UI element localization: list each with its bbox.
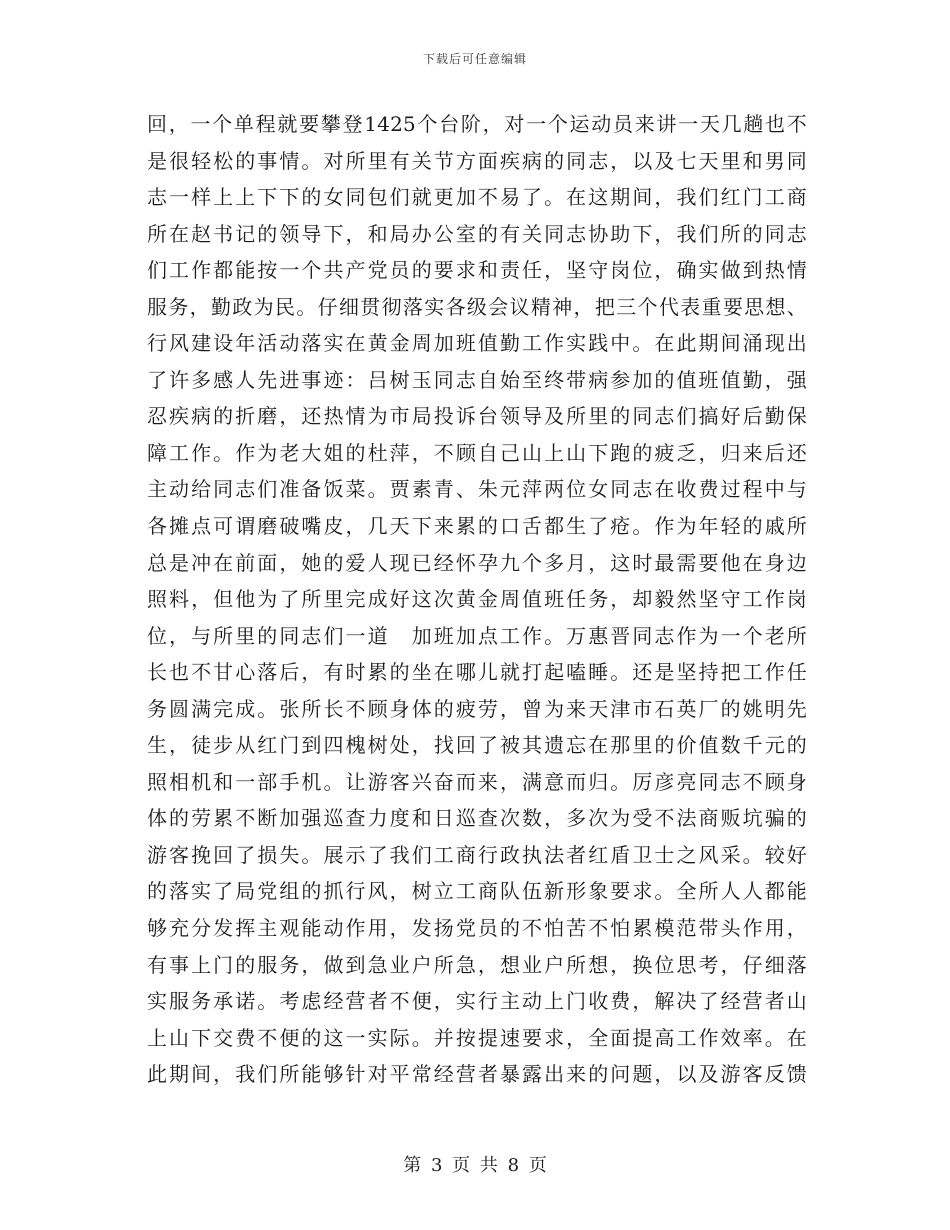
text-line: 上山下交费不便的这一实际。并按提速要求，全面提高工作效率。在 xyxy=(147,1025,807,1050)
text-line: 此期间，我们所能够针对平常经营者暴露出来的问题，以及游客反馈 xyxy=(147,1062,807,1087)
text-line: 照相机和一部手机。让游客兴奋而来，满意而归。厉彦亮同志不顾身 xyxy=(147,769,807,794)
text-line: 主动给同志们准备饭菜。贾素青、朱元萍两位女同志在收费过程中与 xyxy=(147,477,807,502)
text-line: 所在赵书记的领导下，和局办公室的有关同志协助下，我们所的同志 xyxy=(147,221,807,246)
text-line: 游客挽回了损失。展示了我们工商行政执法者红盾卫士之风采。较好 xyxy=(147,842,807,867)
text-line: 行风建设年活动落实在黄金周加班值勤工作实践中。在此期间涌现出 xyxy=(147,331,807,356)
page-number-footer: 第 3 页 共 8 页 xyxy=(403,1155,547,1176)
text-line: 的落实了局党组的抓行风，树立工商队伍新形象要求。全所人人都能 xyxy=(147,879,807,904)
text-line: 障工作。作为老大姐的杜萍，不顾自己山上山下跑的疲乏，归来后还 xyxy=(147,440,807,465)
text-line: 忍疾病的折磨，还热情为市局投诉台领导及所里的同志们搞好后勤保 xyxy=(147,404,807,429)
text-line: 服务，勤政为民。仔细贯彻落实各级会议精神，把三个代表重要思想、 xyxy=(147,294,807,319)
text-line: 志一样上上下下的女同包们就更加不易了。在这期间，我们红门工商 xyxy=(147,185,807,210)
body-text xyxy=(147,106,807,1093)
text-line: 位，与所里的同志们一道 加班加点工作。万惠晋同志作为一个老所 xyxy=(147,623,807,648)
text-line: 实服务承诺。考虑经营者不便，实行主动上门收费，解决了经营者山 xyxy=(147,989,807,1014)
text-line: 总是冲在前面，她的爱人现已经怀孕九个多月，这时最需要他在身边 xyxy=(147,550,807,575)
text-line: 是很轻松的事情。对所里有关节方面疾病的同志，以及七天里和男同 xyxy=(147,148,807,173)
text-line: 们工作都能按一个共产党员的要求和责任，坚守岗位，确实做到热情 xyxy=(147,258,807,283)
page-header: 下载后可任意编辑 xyxy=(422,52,527,66)
text-line: 务圆满完成。张所长不顾身体的疲劳，曾为来天津市石英厂的姚明先 xyxy=(147,696,807,721)
text-line: 回，一个单程就要攀登1425个台阶，对一个运动员来讲一天几趟也不 xyxy=(147,112,807,136)
text-line: 体的劳累不断加强巡查力度和日巡查次数，多次为受不法商贩坑骗的 xyxy=(147,806,807,831)
text-line: 各摊点可谓磨破嘴皮，几天下来累的口舌都生了疮。作为年轻的戚所 xyxy=(147,514,807,539)
text-line: 够充分发挥主观能动作用，发扬党员的不怕苦不怕累模范带头作用， xyxy=(147,916,807,941)
text-line: 生，徒步从红门到四槐树处，找回了被其遗忘在那里的价值数千元的 xyxy=(147,733,807,758)
text-line: 有事上门的服务，做到急业户所急，想业户所想，换位思考，仔细落 xyxy=(147,952,807,977)
text-line: 长也不甘心落后，有时累的坐在哪儿就打起嗑睡。还是坚持把工作任 xyxy=(147,660,807,685)
text-line: 了许多感人先进事迹：吕树玉同志自始至终带病参加的值班值勤，强 xyxy=(147,367,807,392)
text-line: 照料，但他为了所里完成好这次黄金周值班任务，却毅然坚守工作岗 xyxy=(147,587,807,612)
